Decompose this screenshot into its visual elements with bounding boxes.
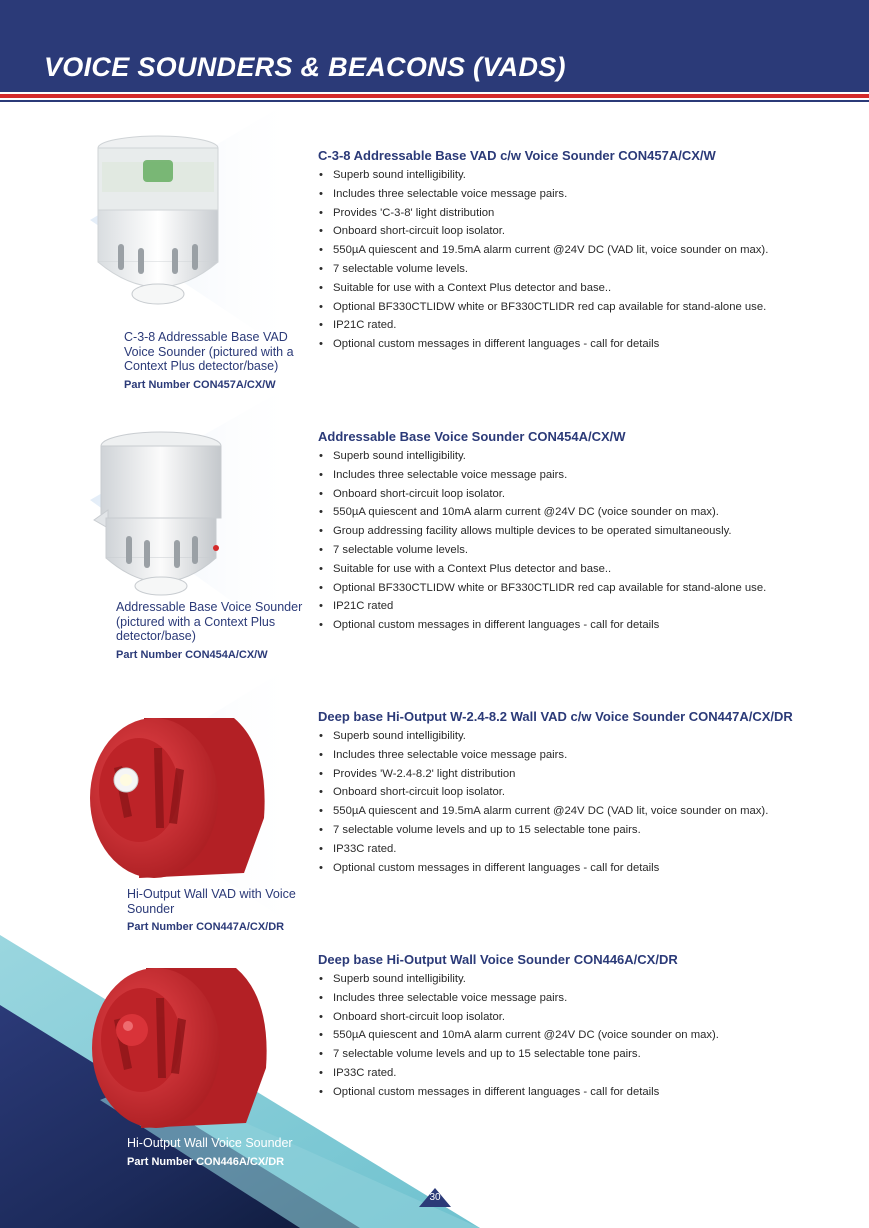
feature-item: • Onboard short-circuit loop isolator. xyxy=(318,783,838,802)
wall-voice-sounder-image xyxy=(86,958,276,1133)
part-number: Part Number CON454A/CX/W xyxy=(116,648,268,661)
feature-item: • Superb sound intelligibility. xyxy=(318,166,838,185)
feature-item: • IP21C rated xyxy=(318,597,838,616)
feature-item: • Optional custom messages in different languages - call for details xyxy=(318,335,838,354)
feature-item: • 7 selectable volume levels. xyxy=(318,541,838,560)
feature-item: • Suitable for use with a Context Plus detector and base.. xyxy=(318,560,838,579)
product-heading: C-3-8 Addressable Base VAD c/w Voice Sounder CON457A/CX/W xyxy=(318,148,716,163)
feature-item: • 550µA quiescent and 10mA alarm current @24V DC (voice sounder on max). xyxy=(318,503,838,522)
product-caption xyxy=(116,600,306,662)
base-voice-sounder-image xyxy=(86,428,236,600)
part-number: Part Number CON457A/CX/W xyxy=(124,378,276,391)
feature-item: • Optional custom messages in different languages - call for details xyxy=(318,859,838,878)
feature-item: • Includes three selectable voice message pairs. xyxy=(318,185,838,204)
page-number-badge xyxy=(418,1186,452,1208)
page-header xyxy=(0,0,869,92)
feature-list xyxy=(318,970,838,1102)
feature-item: • 550µA quiescent and 19.5mA alarm current @24V DC (VAD lit, voice sounder on max). xyxy=(318,241,838,260)
caption-text: C-3-8 Addressable Base VAD Voice Sounder (pictured with a Context Plus detector/base) xyxy=(124,330,294,373)
feature-item: • Superb sound intelligibility. xyxy=(318,727,838,746)
feature-item: • Onboard short-circuit loop isolator. xyxy=(318,485,838,504)
product-heading: Deep base Hi-Output Wall Voice Sounder CON446A/CX/DR xyxy=(318,952,678,967)
caption-text: Hi-Output Wall VAD with Voice Sounder xyxy=(127,887,296,916)
product-details xyxy=(318,148,838,354)
feature-item: • 7 selectable volume levels and up to 15 selectable tone pairs. xyxy=(318,1045,838,1064)
feature-item: • Suitable for use with a Context Plus detector and base.. xyxy=(318,279,838,298)
header-blue-stripe xyxy=(0,100,869,102)
page-title: VOICE SOUNDERS & BEACONS (VADS) xyxy=(44,52,566,82)
product-caption xyxy=(127,1136,317,1169)
feature-list xyxy=(318,447,838,635)
feature-item: • 7 selectable volume levels. xyxy=(318,260,838,279)
part-number: Part Number CON447A/CX/DR xyxy=(127,921,285,933)
product-heading: Addressable Base Voice Sounder CON454A/CX/W xyxy=(318,429,626,444)
feature-item: • Optional BF330CTLIDW white or BF330CTLIDR red cap available for stand-alone use. xyxy=(318,579,838,598)
product-heading: Deep base Hi-Output W-2.4-8.2 Wall VAD c/w Voice Sounder CON447A/CX/DR xyxy=(318,709,793,724)
feature-item: • IP33C rated. xyxy=(318,1064,838,1083)
feature-item: • Onboard short-circuit loop isolator. xyxy=(318,1008,838,1027)
feature-item: • Optional BF330CTLIDW white or BF330CTLIDR red cap available for stand-alone use. xyxy=(318,298,838,317)
product-caption xyxy=(124,330,309,392)
wall-vad-sounder-image xyxy=(84,708,274,886)
page-number: 30 xyxy=(429,1192,441,1203)
feature-item: • Includes three selectable voice message pairs. xyxy=(318,466,838,485)
caption-text: Addressable Base Voice Sounder (pictured with a Context Plus detector/base) xyxy=(116,600,303,643)
product-caption xyxy=(127,887,317,935)
feature-item: • Includes three selectable voice message pairs. xyxy=(318,746,838,765)
feature-item: • Onboard short-circuit loop isolator. xyxy=(318,222,838,241)
product-details xyxy=(318,709,838,877)
feature-item: • 550µA quiescent and 10mA alarm current @24V DC (voice sounder on max). xyxy=(318,1026,838,1045)
feature-item: • 550µA quiescent and 19.5mA alarm current @24V DC (VAD lit, voice sounder on max). xyxy=(318,802,838,821)
feature-item: • IP21C rated. xyxy=(318,316,838,335)
header-red-stripe xyxy=(0,94,869,98)
product-details xyxy=(318,952,838,1102)
c38-vad-sounder-image xyxy=(88,132,228,312)
caption-text: Hi-Output Wall Voice Sounder xyxy=(127,1136,293,1150)
feature-item: • IP33C rated. xyxy=(318,840,838,859)
feature-item: • Superb sound intelligibility. xyxy=(318,970,838,989)
feature-item: • 7 selectable volume levels and up to 15 selectable tone pairs. xyxy=(318,821,838,840)
feature-item: • Group addressing facility allows multiple devices to be operated simultaneously. xyxy=(318,522,838,541)
part-number: Part Number CON446A/CX/DR xyxy=(127,1155,285,1168)
feature-item: • Includes three selectable voice message pairs. xyxy=(318,989,838,1008)
feature-list xyxy=(318,727,838,877)
feature-item: • Optional custom messages in different languages - call for details xyxy=(318,1083,838,1102)
feature-list xyxy=(318,166,838,354)
feature-item: • Optional custom messages in different languages - call for details xyxy=(318,616,838,635)
product-details xyxy=(318,429,838,635)
feature-item: • Provides 'C-3-8' light distribution xyxy=(318,204,838,223)
feature-item: • Provides 'W-2.4-8.2' light distribution xyxy=(318,765,838,784)
feature-item: • Superb sound intelligibility. xyxy=(318,447,838,466)
